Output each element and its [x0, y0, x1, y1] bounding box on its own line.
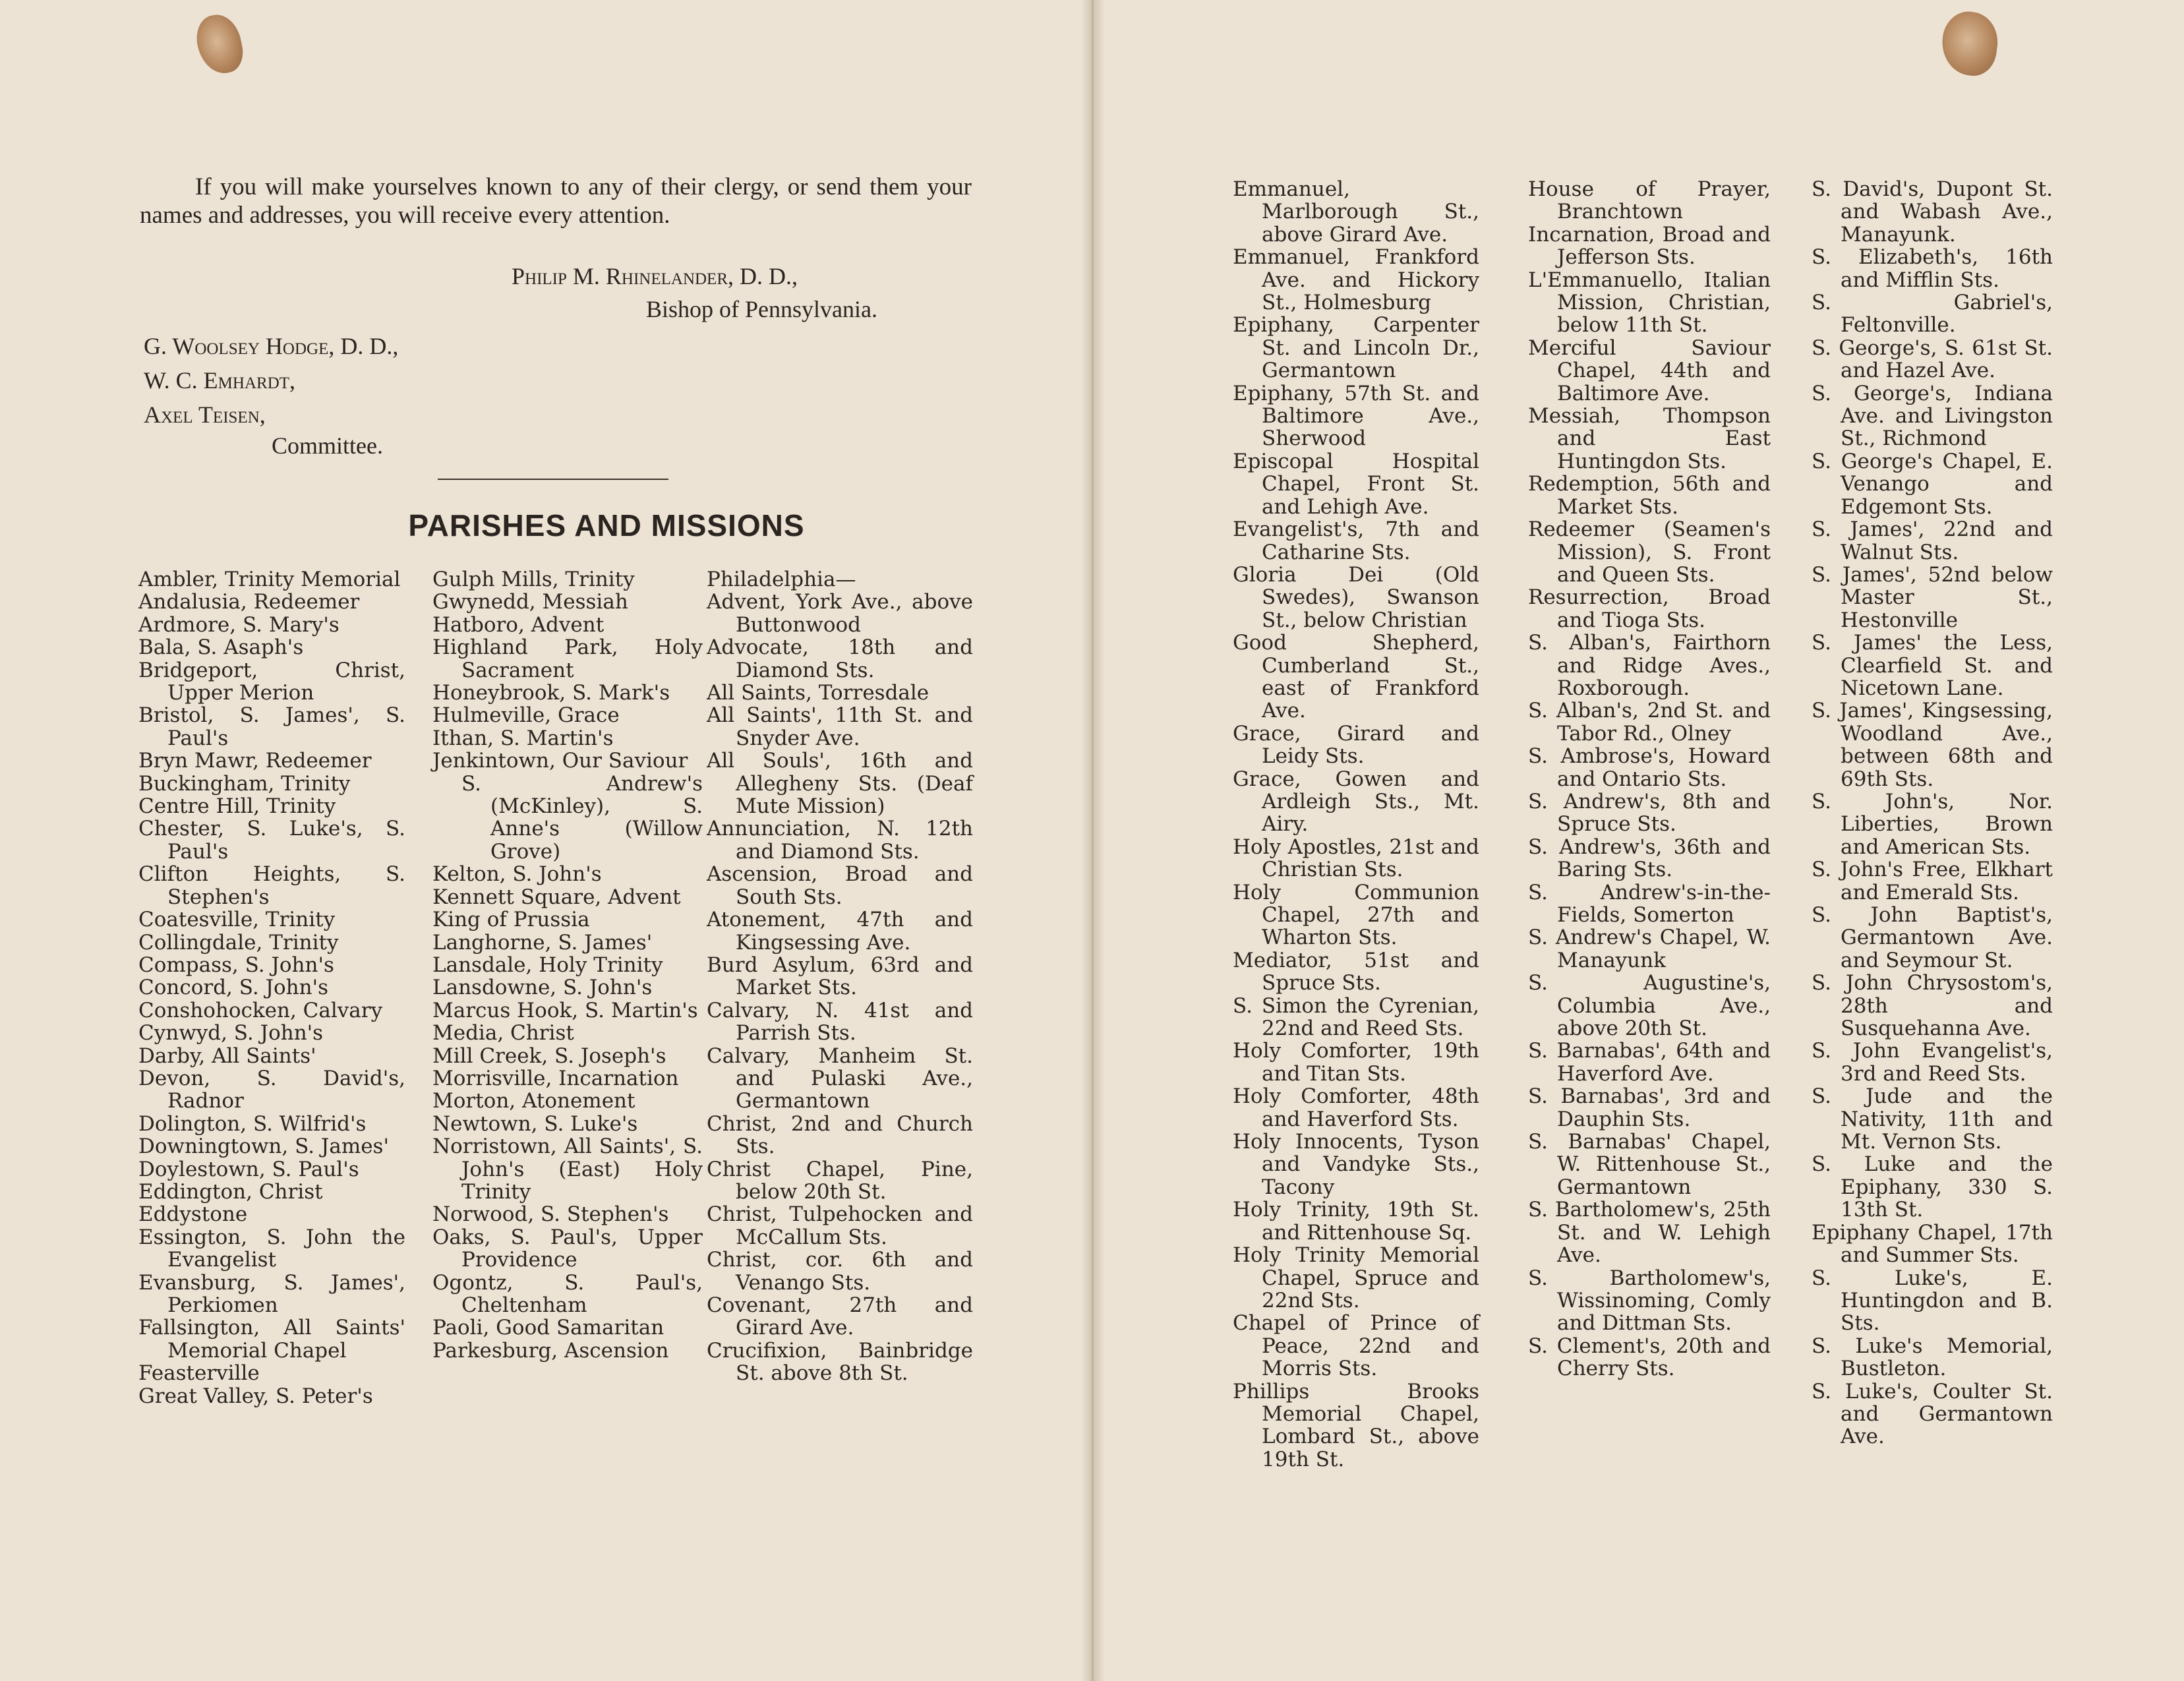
parish-entry: Mediator, 51st and Spruce Sts. [1233, 948, 1479, 995]
parish-entry: Ardmore, S. Mary's [138, 612, 339, 637]
parish-entry: Paoli, Good Samaritan [432, 1316, 664, 1340]
parish-entry: Christ, cor. 6th and Venango Sts. [707, 1248, 973, 1295]
parish-entry: S. George's, Indiana Ave. and Livingston St., Richmond [1812, 381, 2053, 451]
parish-entry: S. Bartholomew's, 25th St. and W. Lehigh Ave. [1528, 1198, 1771, 1268]
parish-entry: Epiphany Chapel, 17th and Summer Sts. [1812, 1220, 2053, 1268]
parish-entry: Langhorne, S. James' [432, 930, 653, 955]
parish-entry: All Saints, Torresdale [707, 681, 930, 705]
parish-entry: Holy Comforter, 48th and Haverford Sts. [1233, 1084, 1479, 1131]
parish-entry: Darby, All Saints' [138, 1044, 316, 1068]
parish-entry: Kennett Square, Advent [432, 885, 681, 909]
parish-entry: Advocate, 18th and Diamond Sts. [707, 635, 973, 682]
parish-entry: Fallsington, All Saints' Memorial Chapel [138, 1316, 405, 1363]
parish-entry: S. Gabriel's, Feltonville. [1812, 291, 2053, 338]
parish-entry: Evansburg, S. James', Perkiomen [138, 1270, 405, 1317]
parish-entry: All Souls', 16th and Allegheny Sts. (Deaf Mute Mission) [707, 749, 973, 819]
parish-entry: Epiphany, 57th St. and Baltimore Ave., Sherwood [1233, 381, 1479, 451]
parish-entry: Cynwyd, S. John's [138, 1021, 324, 1046]
parish-entry: Ogontz, S. Paul's, Cheltenham [432, 1270, 703, 1317]
signature-title: Bishop of Pennsylvania. [646, 296, 877, 322]
parish-entry: Oaks, S. Paul's, Upper Providence [432, 1225, 703, 1272]
parish-entry: Phillips Brooks Memorial Chapel, Lombard St., above 19th St. [1233, 1379, 1479, 1471]
parish-entry: Morton, Atonement [432, 1089, 635, 1113]
parish-entry: S. James', 22nd and Walnut Sts. [1812, 517, 2053, 564]
parish-entry: King of Prussia [432, 908, 590, 932]
parish-entry: Newtown, S. Luke's [432, 1111, 638, 1136]
parish-entry: Bryn Mawr, Redeemer [138, 749, 372, 773]
committee-member-1: G. Woolsey Hodge, D. D., [144, 333, 399, 359]
parish-entry: Feasterville [138, 1361, 260, 1386]
parish-entry: Messiah, Thompson and East Huntingdon Sts. [1528, 404, 1771, 473]
parish-entry: Advent, York Ave., above Buttonwood [707, 590, 973, 637]
parish-entry: S. Alban's, 2nd St. and Tabor Rd., Olney [1528, 699, 1771, 746]
parish-entry: Hulmeville, Grace [432, 703, 620, 728]
parish-entry: S. James', Kingsessing, Woodland Ave., between 68th and 69th Sts. [1812, 699, 2053, 791]
parish-entry: Media, Christ [432, 1021, 574, 1046]
parish-entry: Essington, S. John the Evangelist [138, 1225, 405, 1272]
parish-entry: Buckingham, Trinity [138, 771, 351, 796]
parish-entry: S. Elizabeth's, 16th and Mifflin Sts. [1812, 245, 2053, 292]
parish-entry: Ithan, S. Martin's [432, 726, 614, 750]
parish-entry: Hatboro, Advent [432, 612, 605, 637]
col3-header: Philadelphia— [707, 568, 856, 591]
parish-entry: Redemption, 56th and Market Sts. [1528, 472, 1771, 519]
signature-name: Philip M. Rhinelander, D. D., [512, 263, 798, 289]
parish-entry: Conshohocken, Calvary [138, 998, 383, 1022]
parish-entry: Chester, S. Luke's, S. Paul's [138, 817, 405, 864]
parish-entry: S. James' the Less, Clearfield St. and Nicetown Lane. [1812, 631, 2053, 700]
parish-entry: Covenant, 27th and Girard Ave. [707, 1293, 973, 1340]
parish-entry: S. John's, Nor. Liberties, Brown and American Sts. [1812, 789, 2053, 859]
parish-entry: Eddington, Christ [138, 1179, 323, 1204]
parish-entry: S. Bartholomew's, Wissinoming, Comly and Dittman Sts. [1528, 1266, 1771, 1336]
parish-entry: S. Jude and the Nativity, 11th and Mt. Vernon Sts. [1812, 1084, 2053, 1154]
parish-entry: Merciful Saviour Chapel, 44th and Baltimore Ave. [1528, 336, 1771, 405]
parish-entry: Clifton Heights, S. Stephen's [138, 862, 405, 909]
parish-entry: S. Barnabas', 3rd and Dauphin Sts. [1528, 1084, 1771, 1131]
parish-entry: S. George's, S. 61st St. and Hazel Ave. [1812, 336, 2053, 383]
parish-column-6 [1812, 178, 2053, 1448]
parish-entry: Jenkintown, Our Saviour [432, 749, 688, 773]
parish-entry: Gulph Mills, Trinity [432, 568, 635, 591]
committee-label: Committee. [272, 432, 383, 459]
parish-entry: S. John's Free, Elkhart and Emerald Sts. [1812, 858, 2053, 904]
parish-entry: Calvary, Manheim St. and Pulaski Ave., Germantown [707, 1044, 973, 1113]
parish-entry: S. Ambrose's, Howard and Ontario Sts. [1528, 744, 1771, 791]
parish-entry: S. Andrew's, 36th and Baring Sts. [1528, 835, 1771, 882]
parish-entry: Morrisville, Incarnation [432, 1066, 679, 1090]
section-heading: PARISHES AND MISSIONS [408, 508, 805, 543]
parish-entry: S. Andrew's Chapel, W. Manayunk [1528, 926, 1771, 972]
parish-entry: Calvary, N. 41st and Parrish Sts. [707, 998, 973, 1046]
parish-entry: S. John Evangelist's, 3rd and Reed Sts. [1812, 1039, 2053, 1086]
parish-entry: Resurrection, Broad and Tioga Sts. [1528, 585, 1771, 632]
parish-entry: Good Shepherd, Cumberland St., east of Frankford Ave. [1233, 631, 1479, 723]
parish-entry: S. Clement's, 20th and Cherry Sts. [1528, 1334, 1771, 1381]
parish-entry: S. George's Chapel, E. Venango and Edgemont Sts. [1812, 449, 2053, 519]
parish-entry: S. Barnabas' Chapel, W. Rittenhouse St., Germantown [1528, 1130, 1771, 1199]
parish-entry: Doylestown, S. Paul's [138, 1157, 359, 1181]
parish-entry: Christ, Tulpehocken and McCallum Sts. [707, 1202, 973, 1249]
parish-entry: Chapel of Prince of Peace, 22nd and Morris Sts. [1233, 1311, 1479, 1381]
parish-entry: Emmanuel, Marlborough St., above Girard Ave. [1233, 177, 1479, 247]
parish-entry: Highland Park, Holy Sacrament [432, 635, 703, 682]
parish-entry: Devon, S. David's, Radnor [138, 1066, 405, 1113]
parish-entry: S. Andrew's, 8th and Spruce Sts. [1528, 789, 1771, 837]
parish-entry: Incarnation, Broad and Jefferson Sts. [1528, 222, 1771, 270]
parish-entry: S. Simon the Cyrenian, 22nd and Reed Sts. [1233, 993, 1479, 1041]
parish-entry: Parkesburg, Ascension [432, 1338, 669, 1363]
parish-entry: S. Alban's, Fairthorn and Ridge Aves., Roxborough. [1528, 631, 1771, 700]
parish-entry: Downingtown, S. James' [138, 1135, 389, 1159]
parish-entry: Mill Creek, S. Joseph's [432, 1044, 666, 1068]
parish-entry: S. Andrew's-in-the-Fields, Somerton [1528, 880, 1771, 927]
parish-entry: Gwynedd, Messiah [432, 590, 628, 614]
parish-entry: Christ, 2nd and Church Sts. [707, 1111, 973, 1159]
parish-entry: Annunciation, N. 12th and Diamond Sts. [707, 817, 973, 864]
parish-entry: Holy Communion Chapel, 27th and Wharton Sts. [1233, 880, 1479, 950]
parish-column-3 [707, 568, 973, 1385]
parish-entry: Bridgeport, Christ, Upper Merion [138, 658, 405, 705]
parish-entry: Lansdowne, S. John's [432, 976, 653, 1000]
parish-entry: Holy Apostles, 21st and Christian Sts. [1233, 835, 1479, 882]
parish-entry: S. James', 52nd below Master St., Hestonville [1812, 562, 2053, 632]
parish-entry: Coatesville, Trinity [138, 908, 336, 932]
parish-entry: Concord, S. John's [138, 976, 329, 1000]
parish-entry: Holy Trinity Memorial Chapel, Spruce and 22nd Sts. [1233, 1243, 1479, 1312]
parish-entry: Christ Chapel, Pine, below 20th St. [707, 1157, 973, 1204]
parish-entry: Holy Innocents, Tyson and Vandyke Sts., Tacony [1233, 1130, 1479, 1199]
parish-column-1 [138, 568, 405, 1407]
parish-column-2 [432, 568, 703, 1362]
parish-entry: Ascension, Broad and South Sts. [707, 862, 973, 909]
committee-member-2: W. C. Emhardt, [144, 367, 296, 394]
parish-entry: Evangelist's, 7th and Catharine Sts. [1233, 517, 1479, 564]
parish-entry: Centre Hill, Trinity [138, 794, 336, 819]
parish-entry: Compass, S. John's [138, 953, 334, 977]
parish-entry: Gloria Dei (Old Swedes), Swanson St., below Christian [1233, 562, 1479, 632]
parish-entry: Grace, Girard and Leidy Sts. [1233, 721, 1479, 769]
parish-entry: S. Luke's, E. Huntingdon and B. Sts. [1812, 1266, 2053, 1336]
parish-entry: Kelton, S. John's [432, 862, 602, 887]
parish-entry: S. Luke and the Epiphany, 330 S. 13th St. [1812, 1152, 2053, 1222]
parish-entry: Bristol, S. James', S. Paul's [138, 703, 405, 750]
parish-entry: Norristown, All Saints', S. John's (East) Holy Trinity [432, 1135, 703, 1204]
page-fold [1081, 0, 1105, 1681]
parish-entry: Bala, S. Asaph's [138, 635, 304, 660]
parish-entry: Holy Trinity, 19th St. and Rittenhouse Sq. [1233, 1198, 1479, 1245]
parish-entry: Redeemer (Seamen's Mission), S. Front and Queen Sts. [1528, 517, 1771, 587]
parish-entry: Great Valley, S. Peter's [138, 1384, 373, 1408]
parish-entry: Emmanuel, Frankford Ave. and Hickory St., Holmesburg [1233, 245, 1479, 315]
committee-member-3: Axel Teisen, [144, 401, 266, 428]
parish-entry: House of Prayer, Branchtown [1528, 177, 1771, 224]
parish-entry: S. Andrew's (McKinley), S. Anne's (Willow Grove) [461, 771, 703, 864]
parish-entry: Norwood, S. Stephen's [432, 1202, 669, 1227]
parish-entry: S. Augustine's, Columbia Ave., above 20th St. [1528, 971, 1771, 1041]
parish-entry: Collingdale, Trinity [138, 930, 339, 955]
parish-entry: Epiphany, Carpenter St. and Lincoln Dr., Germantown [1233, 313, 1479, 383]
parish-entry: Marcus Hook, S. Martin's [432, 998, 698, 1022]
intro-paragraph: If you will make yourselves known to any of their clergy, or send them your names and addresses, you will receive every attention. [140, 173, 972, 229]
parish-entry: S. Luke's Memorial, Bustleton. [1812, 1334, 2053, 1381]
parish-entry: Honeybrook, S. Mark's [432, 681, 670, 705]
parish-column-4 [1233, 178, 1479, 1471]
parish-entry: Dolington, S. Wilfrid's [138, 1111, 367, 1136]
parish-entry: Lansdale, Holy Trinity [432, 953, 663, 977]
parish-column-5 [1528, 178, 1771, 1380]
section-divider [438, 479, 668, 480]
parish-entry: Burd Asylum, 63rd and Market Sts. [707, 953, 973, 1000]
parish-entry: Episcopal Hospital Chapel, Front St. and Lehigh Ave. [1233, 449, 1479, 519]
parish-entry: Andalusia, Redeemer [138, 590, 360, 614]
parish-entry: Holy Comforter, 19th and Titan Sts. [1233, 1039, 1479, 1086]
parish-entry: Crucifixion, Bainbridge St. above 8th St. [707, 1338, 973, 1386]
parish-entry: Grace, Gowen and Ardleigh Sts., Mt. Airy. [1233, 767, 1479, 837]
parish-entry: S. John Baptist's, Germantown Ave. and Seymour St. [1812, 903, 2053, 972]
parish-entry: All Saints', 11th St. and Snyder Ave. [707, 703, 973, 750]
parish-entry: Atonement, 47th and Kingsessing Ave. [707, 908, 973, 955]
parish-entry: S. Luke's, Coulter St. and Germantown Ave. [1812, 1379, 2053, 1449]
parish-entry: L'Emmanuello, Italian Mission, Christian, below 11th St. [1528, 268, 1771, 338]
parish-entry: S. David's, Dupont St. and Wabash Ave., Manayunk. [1812, 177, 2053, 247]
parish-entry: Eddystone [138, 1202, 248, 1227]
parish-entry: Ambler, Trinity Memorial [138, 568, 401, 591]
parish-entry: S. John Chrysostom's, 28th and Susquehanna Ave. [1812, 971, 2053, 1041]
parish-entry: S. Barnabas', 64th and Haverford Ave. [1528, 1039, 1771, 1086]
